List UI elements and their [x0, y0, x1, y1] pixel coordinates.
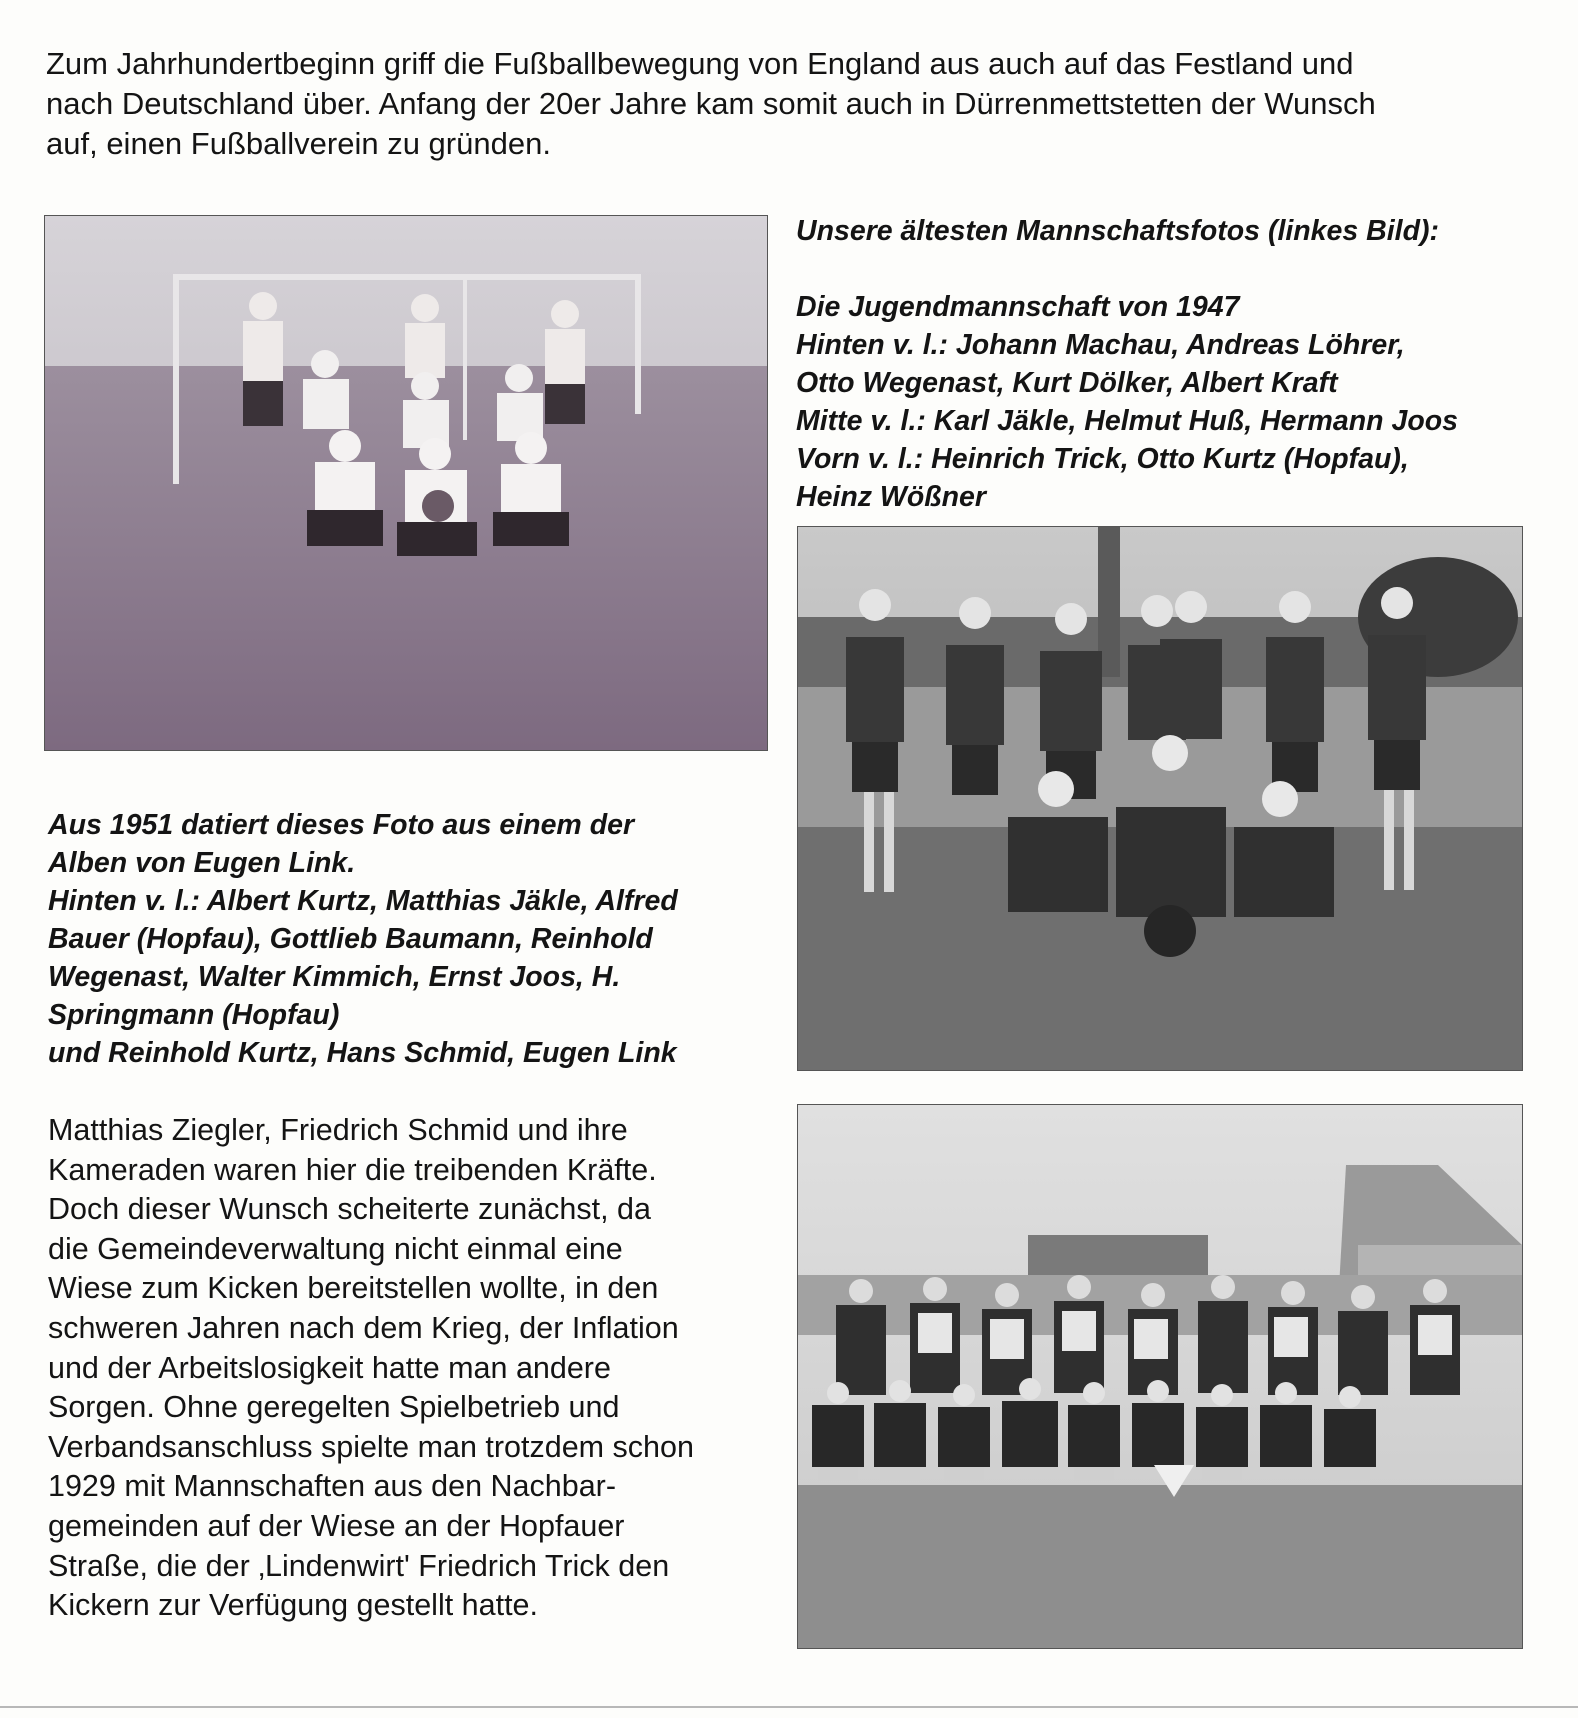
paragraph-line: schweren Jahren nach dem Krieg, der Inflation — [48, 1310, 679, 1345]
caption-line: Hinten v. l.: Albert Kurtz, Matthias Jäkle, Alfred — [48, 885, 678, 917]
paragraph-line: Doch dieser Wunsch scheiterte zunächst, da — [48, 1192, 651, 1227]
paragraph-line: die Gemeindeverwaltung nicht einmal eine — [48, 1231, 623, 1266]
paragraph-line: gemeinden auf der Wiese an der Hopfauer — [48, 1508, 625, 1543]
paragraph-line: und der Arbeitslosigkeit hatte man andere — [48, 1350, 611, 1385]
caption-line: Bauer (Hopfau), Gottlieb Baumann, Reinhold — [48, 923, 653, 955]
paragraph-line: Kameraden waren hier die treibenden Kräfte. — [48, 1152, 657, 1187]
intro-line: nach Deutschland über. Anfang der 20er Jahre kam somit auch in Dürrenmettstetten der Wunsch — [46, 86, 1376, 121]
paragraph-line: Wiese zum Kicken bereitstellen wollte, in den — [48, 1271, 659, 1306]
photo-large-team-group — [797, 1104, 1523, 1649]
intro-paragraph — [46, 44, 1526, 164]
caption-heading: Unsere ältesten Mannschaftsfotos (linkes Bild): — [796, 215, 1439, 247]
photo-large-team-group-image — [798, 1105, 1522, 1648]
caption-spacer — [796, 250, 1458, 288]
photo-youth-team-1947 — [44, 215, 768, 751]
caption-line: Wegenast, Walter Kimmich, Ernst Joos, H. — [48, 961, 621, 993]
photo-team-1951-image — [798, 527, 1522, 1070]
caption-line: Otto Wegenast, Kurt Dölker, Albert Kraft — [796, 367, 1338, 399]
intro-line: Zum Jahrhundertbeginn griff die Fußballbewegung von England aus auch auf das Festland und — [46, 46, 1354, 81]
caption-oldest-photos — [796, 212, 1458, 516]
intro-line: auf, einen Fußballverein zu gründen. — [46, 126, 551, 161]
paragraph-line: Kickern zur Verfügung gestellt hatte. — [48, 1588, 538, 1623]
history-paragraph — [48, 1111, 694, 1626]
paragraph-line: 1929 mit Mannschaften aus den Nachbar- — [48, 1469, 616, 1504]
bottom-divider — [0, 1706, 1578, 1708]
photo-youth-team-1947-image — [45, 216, 767, 750]
caption-line: und Reinhold Kurtz, Hans Schmid, Eugen Link — [48, 1037, 677, 1069]
caption-line: Aus 1951 datiert dieses Foto aus einem der — [48, 809, 635, 841]
paragraph-line: Straße, die der ‚Lindenwirt' Friedrich Trick den — [48, 1548, 670, 1583]
paragraph-line: Verbandsanschluss spielte man trotzdem schon — [48, 1429, 694, 1464]
caption-1951-photo — [48, 806, 678, 1072]
caption-line: Hinten v. l.: Johann Machau, Andreas Löhrer, — [796, 329, 1405, 361]
photo-team-1951 — [797, 526, 1523, 1071]
caption-line: Alben von Eugen Link. — [48, 847, 356, 879]
caption-line: Vorn v. l.: Heinrich Trick, Otto Kurtz (Hopfau), — [796, 443, 1409, 475]
caption-line: Heinz Wößner — [796, 481, 986, 513]
caption-line: Mitte v. l.: Karl Jäkle, Helmut Huß, Hermann Joos — [796, 405, 1458, 437]
caption-line: Die Jugendmannschaft von 1947 — [796, 291, 1240, 323]
caption-line: Springmann (Hopfau) — [48, 999, 340, 1031]
paragraph-line: Sorgen. Ohne geregelten Spielbetrieb und — [48, 1390, 620, 1425]
paragraph-line: Matthias Ziegler, Friedrich Schmid und ihre — [48, 1113, 628, 1147]
